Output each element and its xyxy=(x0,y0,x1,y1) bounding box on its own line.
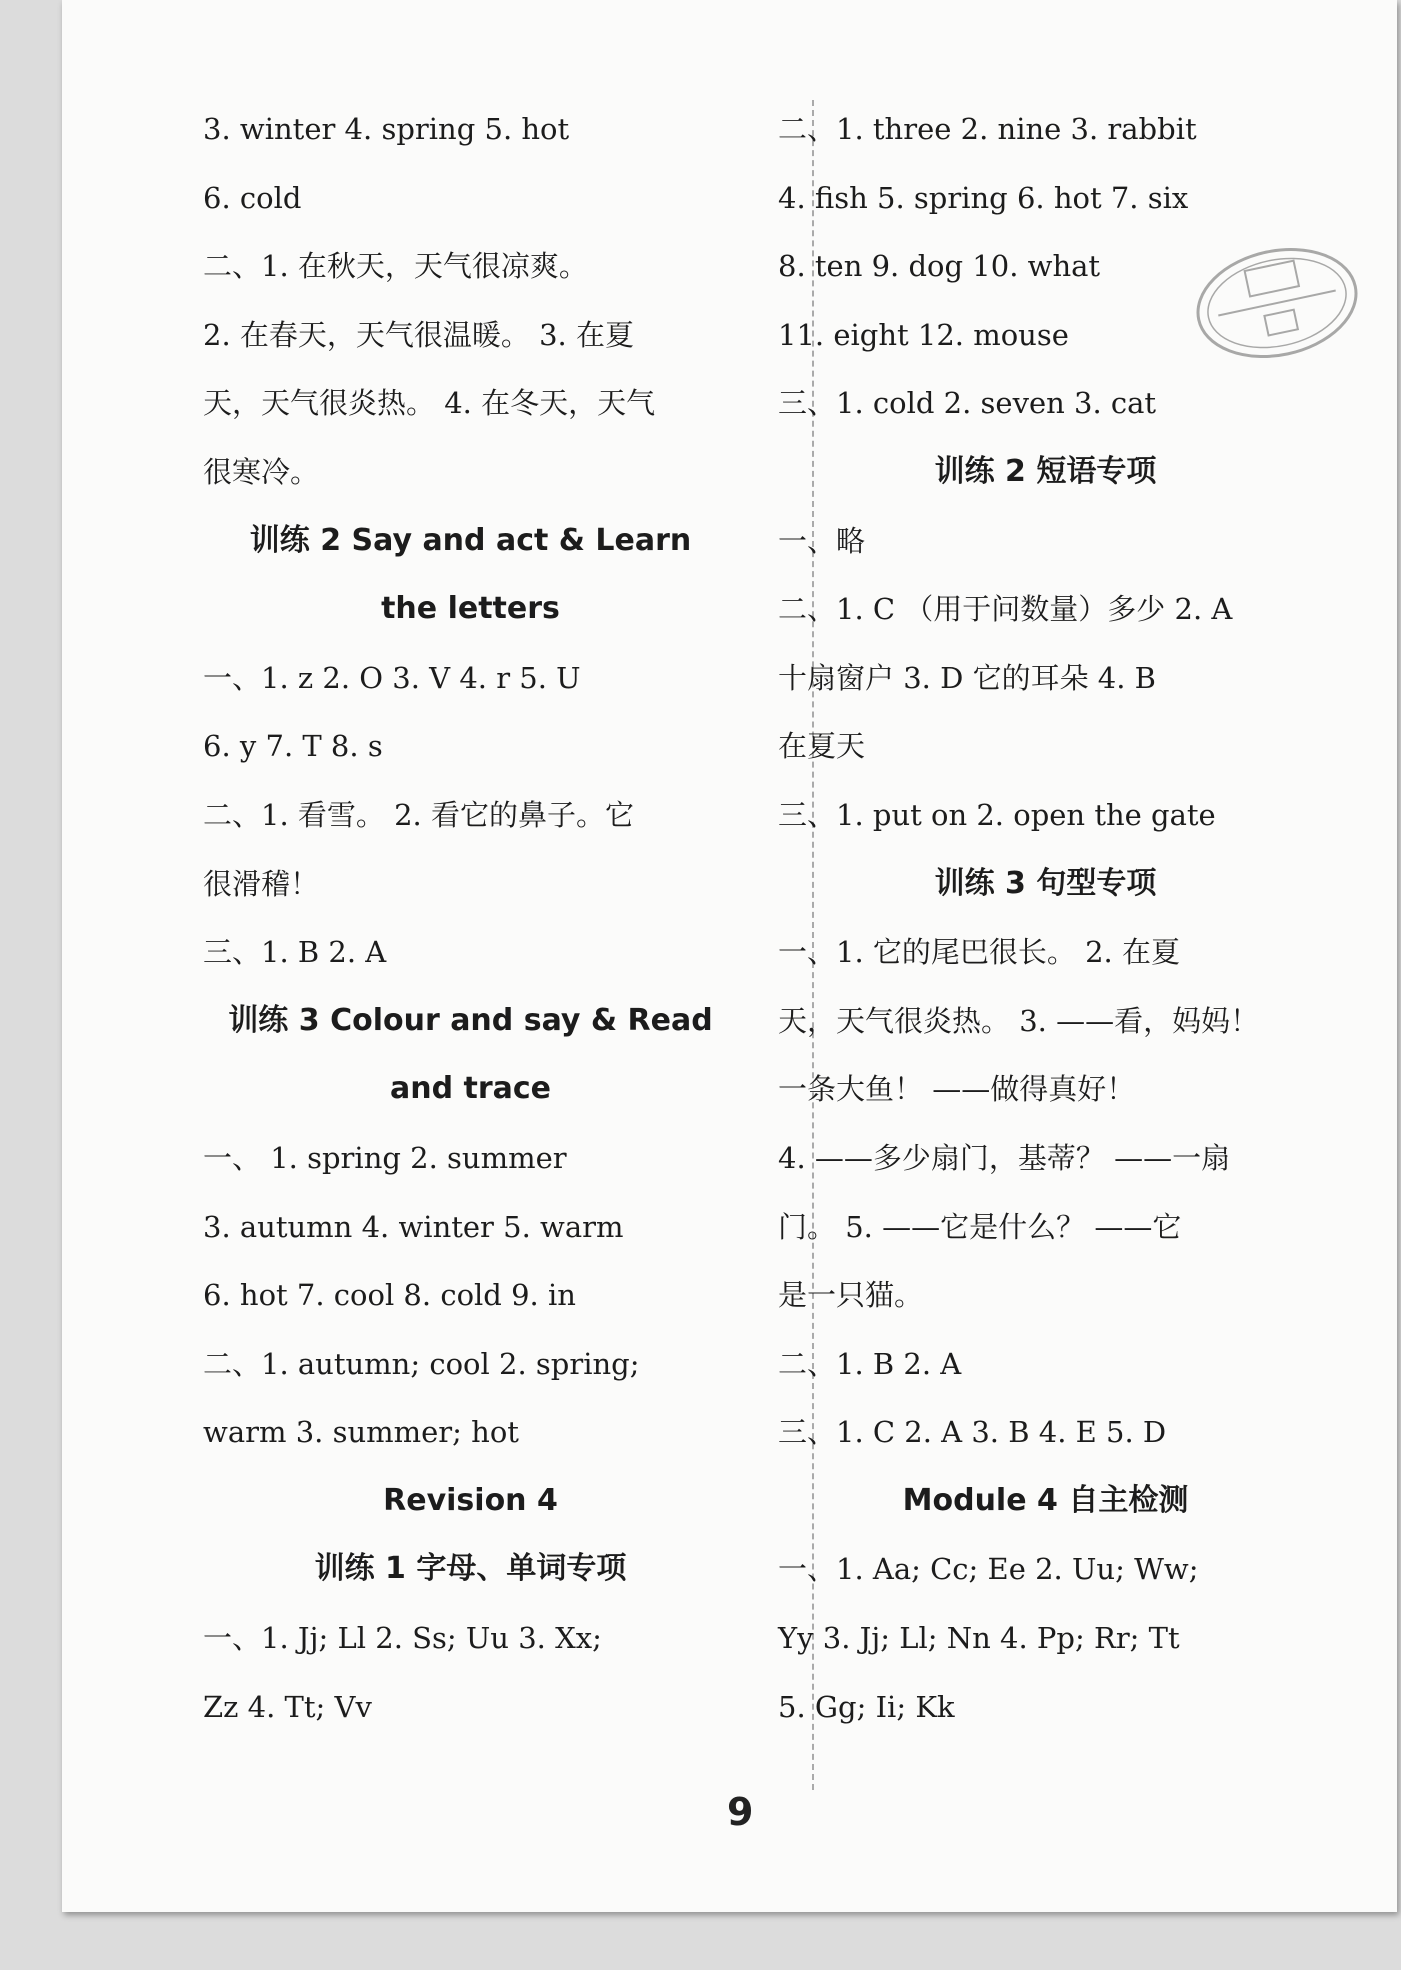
answer-line: 一、1. Jj; Ll 2. Ss; Uu 3. Xx; xyxy=(203,1621,602,1656)
answer-line: 很寒冷。 xyxy=(203,454,320,489)
left-column xyxy=(203,95,738,1741)
answer-line: 二、1. B 2. A xyxy=(778,1346,962,1381)
answer-line: 6. cold xyxy=(203,180,302,215)
answer-line: 三、1. C 2. A 3. B 4. E 5. D xyxy=(778,1415,1167,1450)
answer-line: 十扇窗户 3. D 它的耳朵 4. B xyxy=(778,660,1156,695)
section-heading: and trace xyxy=(389,1071,552,1107)
answer-line: 6. hot 7. cool 8. cold 9. in xyxy=(203,1278,576,1313)
answer-line: warm 3. summer; hot xyxy=(203,1415,519,1450)
section-heading: 训练 1 字母、单词专项 xyxy=(314,1551,627,1587)
section-heading: Revision 4 xyxy=(383,1482,558,1518)
right-column xyxy=(778,95,1313,1741)
answer-line: 一、1. Aa; Cc; Ee 2. Uu; Ww; xyxy=(778,1552,1199,1587)
answer-line: 二、1. autumn; cool 2. spring; xyxy=(203,1346,640,1381)
answer-line: 一条大鱼！ ——做得真好！ xyxy=(778,1072,1136,1107)
answer-line: 4. ——多少扇门，基蒂？ ——一扇 xyxy=(778,1140,1231,1175)
answer-line: 二、1. 在秋天，天气很凉爽。 xyxy=(203,249,588,284)
answer-line: 11. eight 12. mouse xyxy=(778,317,1069,352)
answer-line: 天，天气很炎热。 3. ——看，妈妈！ xyxy=(778,1003,1260,1038)
answer-line: 8. ten 9. dog 10. what xyxy=(778,249,1101,284)
answer-line: 一、1. 它的尾巴很长。 2. 在夏 xyxy=(778,935,1180,970)
answer-line: 2. 在春天，天气很温暖。 3. 在夏 xyxy=(203,317,634,352)
answer-line: 6. y 7. T 8. s xyxy=(203,729,383,764)
section-heading: 训练 2 Say and act & Learn xyxy=(249,522,692,558)
answer-line: 一、 1. spring 2. summer xyxy=(203,1140,567,1175)
answer-line: 3. autumn 4. winter 5. warm xyxy=(203,1209,624,1244)
answer-line: 二、1. C （用于问数量）多少 2. A xyxy=(778,592,1233,627)
answer-line: 4. fish 5. spring 6. hot 7. six xyxy=(778,180,1189,215)
answer-line: 是一只猫。 xyxy=(778,1278,924,1313)
answer-line: 一、1. z 2. O 3. V 4. r 5. U xyxy=(203,660,581,695)
section-heading: Module 4 自主检测 xyxy=(902,1482,1189,1518)
section-heading: the letters xyxy=(381,591,560,627)
answer-line: 在夏天 xyxy=(778,729,866,764)
answer-line: 天，天气很炎热。 4. 在冬天，天气 xyxy=(203,386,656,421)
section-heading: 训练 3 Colour and say & Read xyxy=(228,1002,713,1038)
answer-line: 二、1. 看雪。 2. 看它的鼻子。它 xyxy=(203,797,634,832)
answer-line: 5. Gg; Ii; Kk xyxy=(778,1689,955,1724)
section-heading: 训练 2 短语专项 xyxy=(934,453,1157,489)
answer-line: 一、略 xyxy=(778,523,866,558)
answer-line: 很滑稽！ xyxy=(203,866,320,901)
answer-line: 二、1. three 2. nine 3. rabbit xyxy=(778,112,1197,146)
answer-line: 3. winter 4. spring 5. hot xyxy=(203,112,570,146)
answer-line: Yy 3. Jj; Ll; Nn 4. Pp; Rr; Tt xyxy=(778,1621,1180,1656)
answer-line: 三、1. cold 2. seven 3. cat xyxy=(778,386,1157,421)
answer-line: 三、1. B 2. A xyxy=(203,935,387,970)
answer-line: 门。 5. ——它是什么？ ——它 xyxy=(778,1209,1182,1244)
page-number: 9 xyxy=(727,1790,754,1834)
answer-line: 三、1. put on 2. open the gate xyxy=(778,797,1216,832)
section-heading: 训练 3 句型专项 xyxy=(934,865,1157,901)
answer-line: Zz 4. Tt; Vv xyxy=(203,1689,372,1724)
